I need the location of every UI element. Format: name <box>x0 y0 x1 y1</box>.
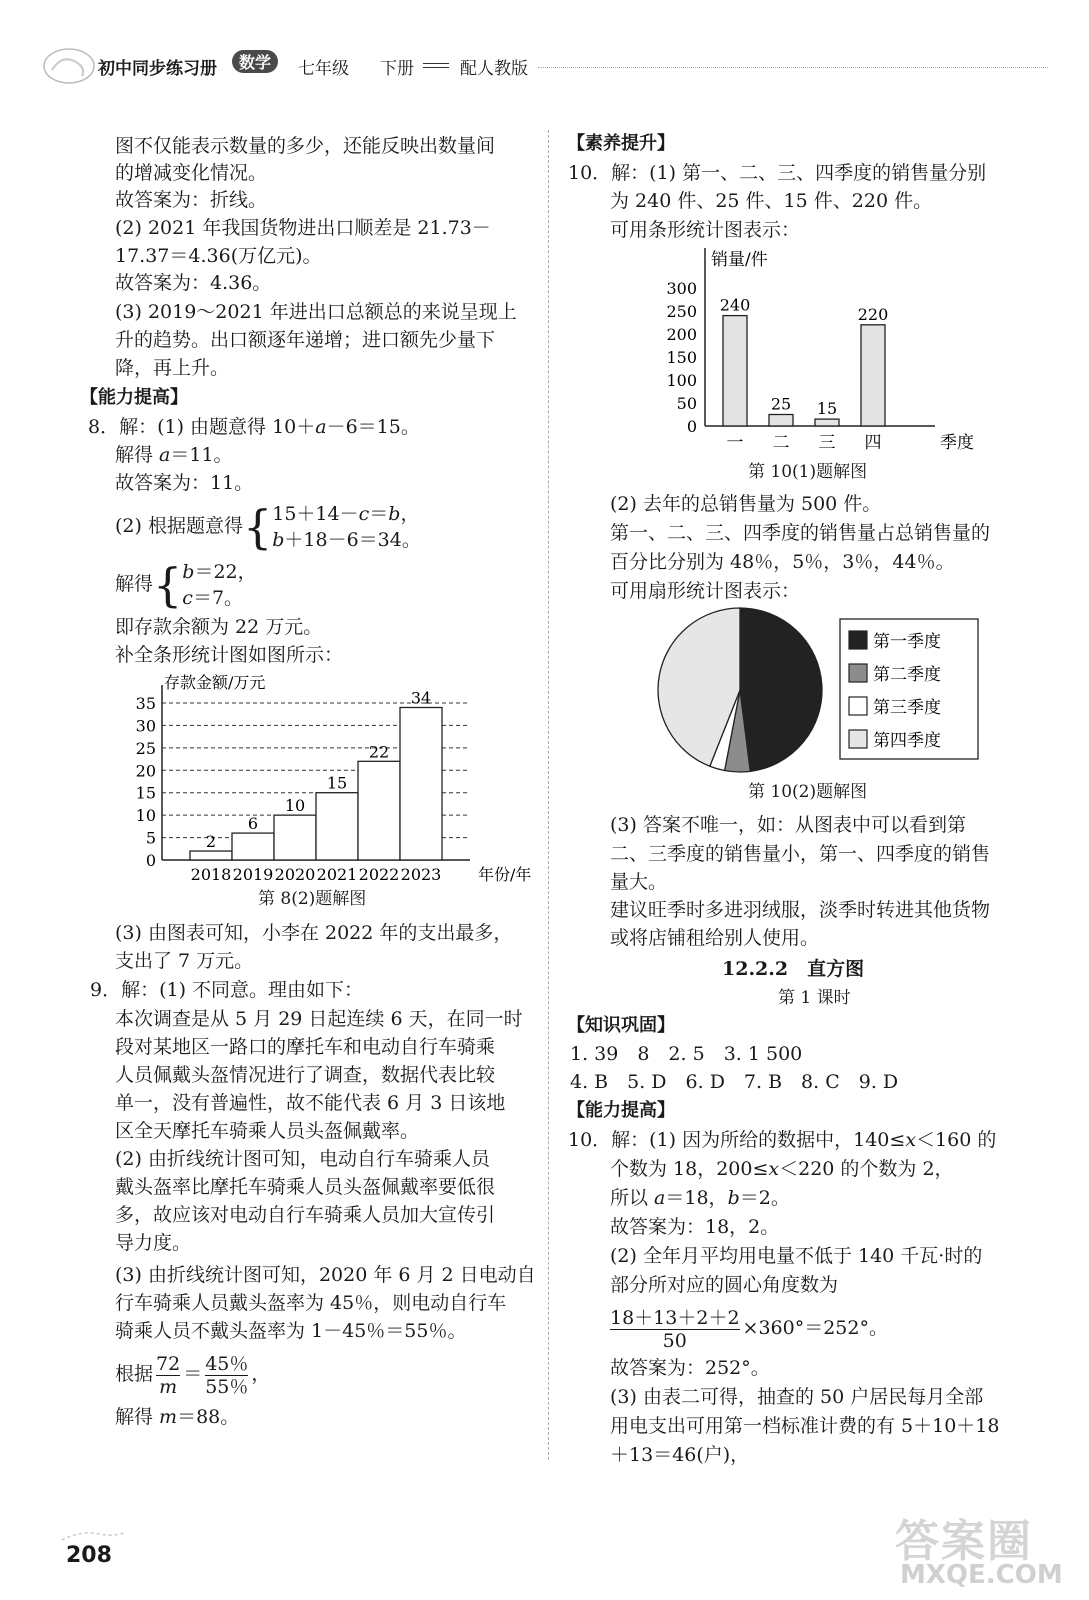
header-divider <box>423 63 449 68</box>
bar <box>190 851 232 860</box>
page-header <box>40 40 1050 90</box>
bar-value-label: 22 <box>368 742 390 762</box>
bar-value-label: 220 <box>857 304 889 324</box>
text-line: (3) 答案不唯一，如：从图表中可以看到第 <box>610 814 966 836</box>
pie-chart-10 <box>655 605 985 775</box>
text-line: 故答案为：252°。 <box>610 1357 770 1379</box>
legend-label: 第四季度 <box>873 731 941 751</box>
text-line: 故答案为：折线。 <box>115 189 268 211</box>
x-tick-label: 2018 <box>190 865 232 884</box>
q8-line: 8．解：(1) 由题意得 10＋a－6＝15。 <box>88 416 420 438</box>
text-line: 图不仅能表示数量的多少，还能反映出数量间 <box>115 135 496 157</box>
text-line: ＋13＝46(户)， <box>610 1444 750 1466</box>
legend-label: 第一季度 <box>873 632 941 652</box>
q8-line: 解得 a＝11。 <box>115 444 233 466</box>
header-rule <box>538 67 1048 68</box>
text-line: 量大。 <box>610 871 668 893</box>
legend-swatch <box>849 697 867 715</box>
text-line: (2) 由折线统计图可知，电动自行车骑乘人员 <box>115 1148 490 1170</box>
text-line: 故答案为：18，2。 <box>610 1216 780 1238</box>
bar-value-label: 240 <box>719 295 751 315</box>
x-tick-label: 四 <box>864 433 882 453</box>
y-tick-label: 5 <box>145 828 156 848</box>
answer-line: 1. 39 8 2. 5 3. 1 500 <box>570 1043 803 1065</box>
y-tick-label: 20 <box>135 761 156 781</box>
y-axis-label: 销量/件 <box>711 250 768 270</box>
legend-swatch <box>849 730 867 748</box>
text-line: (3) 由图表可知，小李在 2022 年的支出最多， <box>115 922 513 944</box>
x-axis-label: 年份/年 <box>478 865 532 884</box>
grade-label: 七年级 <box>298 59 349 79</box>
legend-label: 第二季度 <box>873 665 941 685</box>
y-axis-label: 存款金额/万元 <box>164 673 266 692</box>
text-line: (2) 2021 年我国货物进出口顺差是 21.73－ <box>115 217 491 239</box>
text-line: 10．解：(1) 第一、二、三、四季度的销售量分别 <box>568 162 987 184</box>
bar <box>400 707 442 860</box>
bar <box>861 325 885 426</box>
figure-caption: 第 10(2)题解图 <box>748 782 868 802</box>
figure-caption: 第 10(1)题解图 <box>748 462 868 482</box>
y-tick-label: 35 <box>135 694 156 713</box>
solution-system: 解得{ b＝22， c＝7。 <box>115 558 257 612</box>
x-tick-label: 2022 <box>358 865 400 884</box>
q10b-line: 10．解：(1) 因为所给的数据中，140≤x＜160 的 <box>568 1129 997 1151</box>
text-line: 百分比分别为 48％，5％，3％，44％。 <box>610 551 955 573</box>
equation-system: (2) 根据题意得{ 15＋14－c＝b， b＋18－6＝34。 <box>115 500 421 554</box>
text-line: 段对某地区一路口的摩托车和电动自行车骑乘 <box>115 1036 496 1058</box>
text-line: 降，再上升。 <box>115 357 230 379</box>
y-tick-label: 250 <box>666 302 697 321</box>
watermark-url: MXQE.COM <box>900 1560 1063 1590</box>
text-line: (3) 由表二可得，抽查的 50 户居民每月全部 <box>610 1386 984 1408</box>
text-line: 骑乘人员不戴头盔率为 1－45％＝55％。 <box>115 1320 467 1342</box>
text-line: 的增减变化情况。 <box>115 162 268 184</box>
text-line: 本次调查是从 5 月 29 日起连续 6 天，在同一时 <box>115 1008 523 1030</box>
text-line: 导力度。 <box>115 1232 192 1254</box>
y-tick-label: 150 <box>666 348 697 367</box>
text-line: 二、三季度的销售量小，第一、四季度的销售 <box>610 843 991 865</box>
y-tick-label: 100 <box>666 371 697 390</box>
text-line: (3) 由折线统计图可知，2020 年 6 月 2 日电动自 <box>115 1264 536 1286</box>
fraction-equation: 根据 $\frac{72}{m}$ ＝ $\frac{45\%}{55\%}$ ， <box>115 1352 271 1398</box>
bar <box>316 793 358 860</box>
text-line: 升的趋势。出口额逐年递增；进口额先少量下 <box>115 329 496 351</box>
text-line: 9．解：(1) 不同意。理由如下： <box>90 979 364 1001</box>
y-tick-label: 15 <box>135 783 156 803</box>
text-line: (2) 全年月平均用电量不低于 140 千瓦·时的 <box>610 1245 983 1267</box>
text-line: 多，故应该对电动自行车骑乘人员加大宣传引 <box>115 1204 496 1226</box>
y-tick-label: 0 <box>686 417 697 436</box>
section-title: 12.2.2 直方图 <box>722 958 865 980</box>
text-line: 第一、二、三、四季度的销售量占总销售量的 <box>610 522 991 544</box>
section-heading: 【能力提高】 <box>80 387 188 408</box>
q10b-line: 个数为 18，200≤x＜220 的个数为 2， <box>610 1158 954 1180</box>
footer-decoration-icon <box>60 1528 130 1544</box>
x-tick-label: 2023 <box>400 865 442 884</box>
y-tick-label: 25 <box>135 738 156 758</box>
y-tick-label: 50 <box>676 394 697 413</box>
figure-caption: 第 8(2)题解图 <box>258 889 367 909</box>
y-tick-label: 300 <box>666 279 697 298</box>
text-line: 补全条形统计图如图所示： <box>115 644 344 666</box>
pie-slice <box>740 608 822 771</box>
edition-label: 配人教版 <box>460 59 528 79</box>
x-tick-label: 2021 <box>316 865 358 884</box>
bar-value-label: 34 <box>410 688 432 708</box>
text-line: 部分所对应的圆心角度数为 <box>610 1274 839 1296</box>
text-line: 行车骑乘人员戴头盔率为 45％，则电动自行车 <box>115 1292 507 1314</box>
y-tick-label: 200 <box>666 325 697 344</box>
text-line: 单一，没有普遍性，故不能代表 6 月 3 日该地 <box>115 1092 506 1114</box>
lesson-label: 第 1 课时 <box>778 988 851 1008</box>
legend-swatch <box>849 664 867 682</box>
text-line: 建议旺季时多进羽绒服，淡季时转进其他货物 <box>610 899 991 921</box>
x-axis-label: 季度 <box>940 433 974 453</box>
text-line: (3) 2019～2021 年进出口总额总的来说呈现上 <box>115 301 517 323</box>
section-heading: 【能力提高】 <box>567 1100 675 1121</box>
bar <box>815 419 839 426</box>
section-heading: 【知识巩固】 <box>567 1015 675 1036</box>
legend-swatch <box>849 631 867 649</box>
fraction-equation: $\frac{18+13+2+2}{50}$ ×360°＝252°。 <box>610 1306 888 1352</box>
legend-label: 第三季度 <box>873 698 941 718</box>
text-line: 人员佩戴头盔情况进行了调查，数据代表比较 <box>115 1064 496 1086</box>
text-line: 故答案为：4.36。 <box>115 272 272 294</box>
y-tick-label: 30 <box>135 716 156 736</box>
volume-label: 下册 <box>380 59 414 79</box>
book-title: 初中同步练习册 <box>98 59 217 79</box>
bar <box>723 316 747 426</box>
bar-value-label: 2 <box>205 832 217 852</box>
text-line: 17.37＝4.36(万亿元)。 <box>115 245 322 267</box>
text-line: 可用条形统计图表示： <box>610 219 801 241</box>
x-tick-label: 2019 <box>232 865 274 884</box>
y-tick-label: 0 <box>145 851 156 870</box>
x-tick-label: 三 <box>818 433 836 453</box>
header-decoration-icon <box>42 46 96 86</box>
text-line: 或将店铺租给别人使用。 <box>610 927 820 949</box>
text-line: 用电支出可用第一档标准计费的有 5＋10＋18 <box>610 1415 1000 1437</box>
column-divider <box>548 130 549 1460</box>
text-line: 戴头盔率比摩托车骑乘人员头盔佩戴率要低很 <box>115 1176 496 1198</box>
text-line: 为 240 件、25 件、15 件、220 件。 <box>610 190 933 212</box>
text-line: 即存款余额为 22 万元。 <box>115 616 323 638</box>
text-line: (2) 去年的总销售量为 500 件。 <box>610 493 882 515</box>
bar-value-label: 6 <box>247 814 259 834</box>
bar <box>274 815 316 860</box>
x-tick-label: 二 <box>772 433 790 453</box>
q9-line: 解得 m＝88。 <box>115 1406 240 1428</box>
subject-badge: 数学 <box>232 50 278 73</box>
bar-value-label: 15 <box>326 773 348 793</box>
bar-value-label: 10 <box>284 796 306 816</box>
bar <box>769 415 793 427</box>
bar-value-label: 15 <box>816 399 838 419</box>
x-tick-label: 2020 <box>274 865 316 884</box>
text-line: 可用扇形统计图表示： <box>610 580 801 602</box>
text-line: 区全天摩托车骑乘人员头盔佩戴率。 <box>115 1120 420 1142</box>
bar <box>232 833 274 860</box>
section-heading: 【素养提升】 <box>567 133 675 154</box>
bar-value-label: 25 <box>770 394 792 414</box>
bar <box>358 761 400 860</box>
q10b-line: 所以 a＝18，b＝2。 <box>610 1187 790 1209</box>
bar-chart-8 <box>120 668 532 888</box>
page-number: 208 <box>66 1543 112 1568</box>
watermark-logo: 答案圈 <box>895 1516 1033 1567</box>
text-line: 故答案为：11。 <box>115 472 254 494</box>
bar-chart-10 <box>660 243 974 458</box>
answer-line: 4. B 5. D 6. D 7. B 8. C 9. D <box>570 1071 899 1093</box>
x-tick-label: 一 <box>726 433 744 453</box>
y-tick-label: 10 <box>135 806 156 826</box>
text-line: 支出了 7 万元。 <box>115 950 254 972</box>
